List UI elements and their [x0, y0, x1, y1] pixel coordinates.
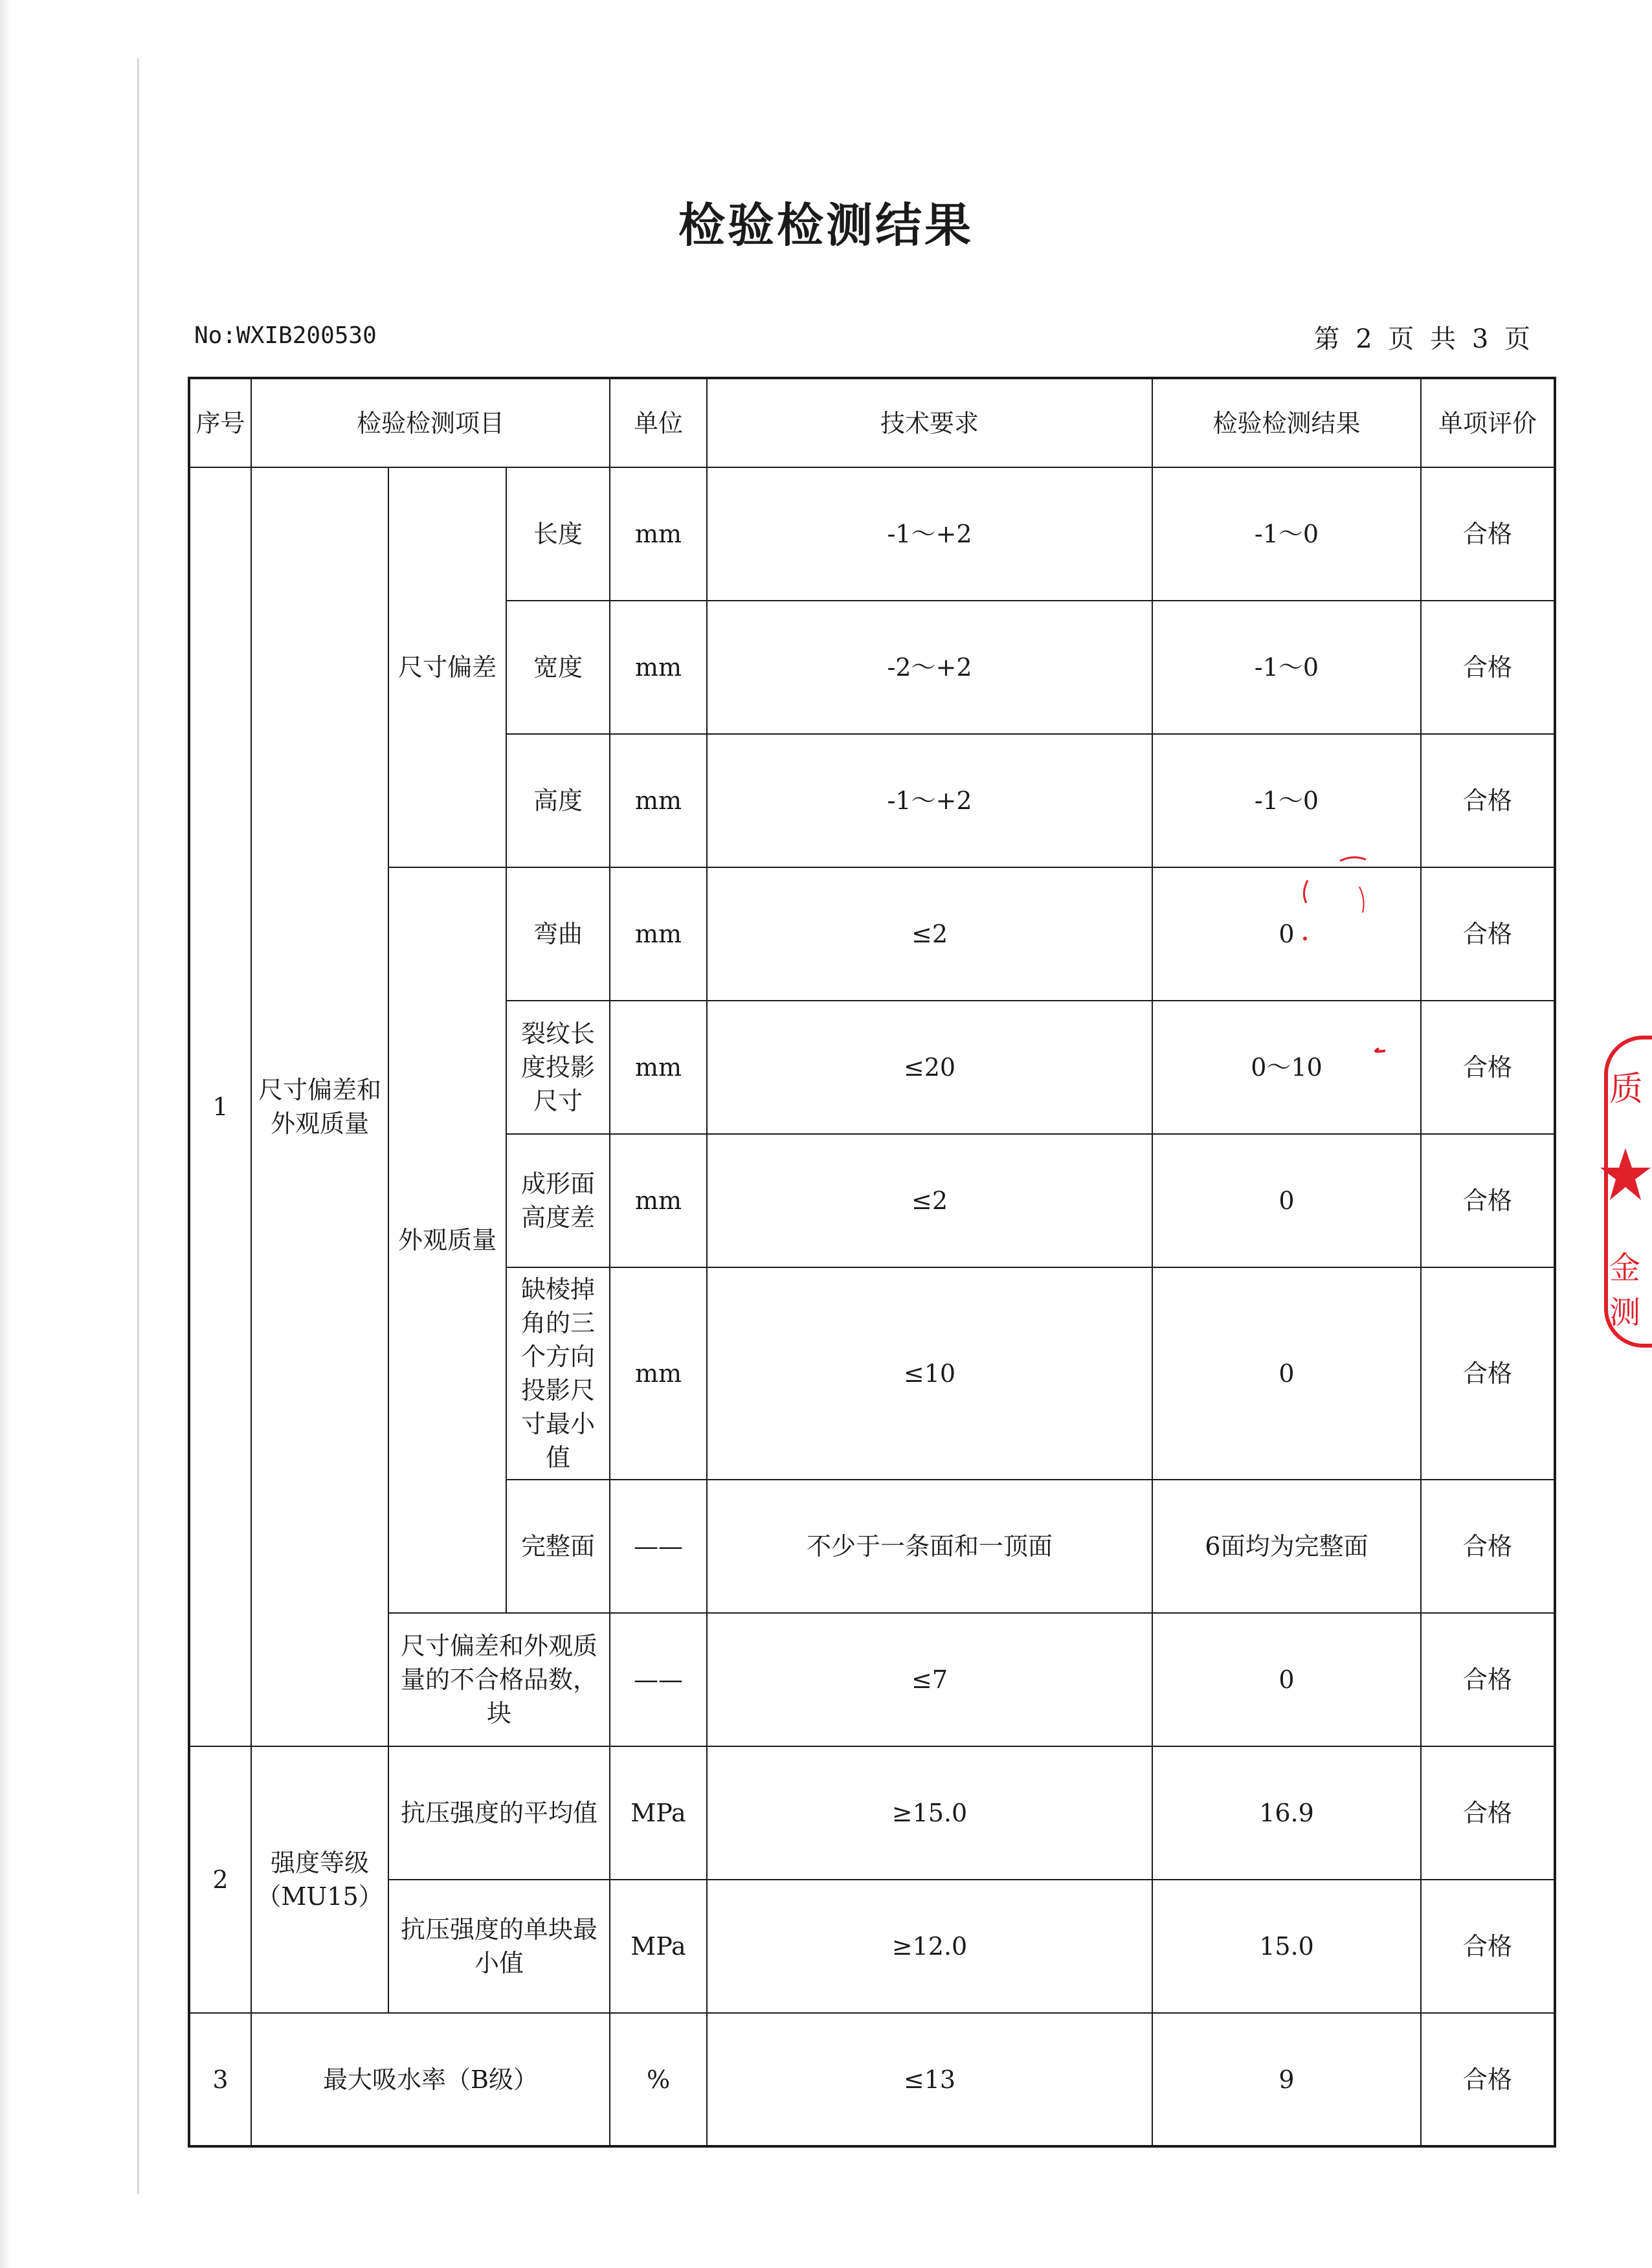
header-result: 检验检测结果: [1152, 378, 1421, 467]
item-result: -1～0: [1152, 467, 1421, 601]
item-result: 6面均为完整面: [1152, 1480, 1421, 1613]
report-number: No:WXIB200530: [194, 322, 377, 349]
item-name: 完整面: [506, 1480, 610, 1613]
section2-seq: 2: [189, 1746, 251, 2013]
item-evaluation: 合格: [1421, 1001, 1555, 1134]
item-result: 15.0: [1152, 1880, 1421, 2013]
seal-trace-marks: [1269, 841, 1385, 1087]
summary-item: 尺寸偏差和外观质量的不合格品数，块: [388, 1613, 610, 1746]
item-requirement: -2～+2: [707, 601, 1152, 734]
item-result: 0: [1152, 1267, 1421, 1480]
item-evaluation: 合格: [1421, 1480, 1555, 1613]
item-requirement: ≤10: [707, 1267, 1152, 1480]
scan-edge-shadow: [0, 0, 12, 2268]
item-evaluation: 合格: [1421, 1880, 1555, 2013]
item-requirement: ≤20: [707, 1001, 1152, 1134]
item-unit: mm: [610, 734, 707, 867]
table-row: [189, 1880, 1555, 2013]
section3-evaluation: 合格: [1421, 2013, 1555, 2146]
item-requirement: -1～+2: [707, 734, 1152, 867]
item-result: 16.9: [1152, 1746, 1421, 1880]
scan-fold-line: [137, 58, 139, 2194]
item-result: 0: [1152, 1134, 1421, 1267]
item-evaluation: 合格: [1421, 1267, 1555, 1480]
summary-evaluation: 合格: [1421, 1613, 1555, 1746]
item-unit: MPa: [610, 1880, 707, 2013]
page-indicator: 第 2 页 共 3 页: [1313, 324, 1530, 354]
item-unit: mm: [610, 467, 707, 601]
item-name: 高度: [506, 734, 610, 867]
item-requirement: ≥15.0: [707, 1746, 1152, 1880]
header-unit: 单位: [610, 378, 707, 467]
item-evaluation: 合格: [1421, 467, 1555, 601]
group-appearance: 外观质量: [388, 867, 506, 1613]
item-result: -1～0: [1152, 601, 1421, 734]
item-unit: mm: [610, 1001, 707, 1134]
item-unit: mm: [610, 867, 707, 1001]
header-row: [189, 378, 1555, 467]
table-row: [189, 1613, 1555, 1746]
group-dimension: 尺寸偏差: [388, 467, 506, 867]
item-evaluation: 合格: [1421, 1134, 1555, 1267]
item-name: 弯曲: [506, 867, 610, 1001]
seal-stamp-char-bottom: 金测: [1609, 1250, 1641, 1331]
item-requirement: ≤2: [707, 1134, 1152, 1267]
item-unit: mm: [610, 601, 707, 734]
section3-requirement: ≤13: [707, 2013, 1152, 2146]
section3-result: 9: [1152, 2013, 1421, 2146]
item-evaluation: 合格: [1421, 601, 1555, 734]
item-name: 缺棱掉角的三个方向投影尺寸最小值: [506, 1267, 610, 1480]
item-result: -1～0: [1152, 734, 1421, 867]
document-title: 检验检测结果: [678, 198, 974, 252]
item-evaluation: 合格: [1421, 1746, 1555, 1880]
section1-category: 尺寸偏差和外观质量: [251, 467, 388, 1746]
item-name: 成形面高度差: [506, 1134, 610, 1267]
inspection-results-table: [188, 377, 1556, 2148]
header-item: 检验检测项目: [251, 378, 610, 467]
header-requirement: 技术要求: [707, 378, 1152, 467]
item-unit: mm: [610, 1267, 707, 1480]
item-name: 抗压强度的平均值: [388, 1746, 610, 1880]
item-evaluation: 合格: [1421, 867, 1555, 1001]
item-name: 裂纹长度投影尺寸: [506, 1001, 610, 1134]
item-result: 0: [1152, 867, 1421, 1001]
item-unit: mm: [610, 1134, 707, 1267]
item-requirement: ≤2: [707, 867, 1152, 1001]
section3-unit: %: [610, 2013, 707, 2146]
summary-requirement: ≤7: [707, 1613, 1152, 1746]
item-evaluation: 合格: [1421, 734, 1555, 867]
section2-category: 强度等级（MU15）: [251, 1746, 388, 2013]
table-row: [189, 467, 1555, 601]
header-seq: 序号: [189, 378, 251, 467]
section1-seq: 1: [189, 467, 251, 1746]
section3-item: 最大吸水率（B级）: [251, 2013, 610, 2146]
seal-stamp-char-top: 质: [1609, 1070, 1644, 1109]
header-evaluation: 单项评价: [1421, 378, 1555, 467]
summary-result: 0: [1152, 1613, 1421, 1746]
table-row: [189, 2013, 1555, 2146]
item-result: 0～10: [1152, 1001, 1421, 1134]
table-row: [189, 1746, 1555, 1880]
section3-seq: 3: [189, 2013, 251, 2146]
item-unit: ——: [610, 1480, 707, 1613]
item-name: 宽度: [506, 601, 610, 734]
item-requirement: ≥12.0: [707, 1880, 1152, 2013]
item-unit: MPa: [610, 1746, 707, 1880]
item-name: 抗压强度的单块最小值: [388, 1880, 610, 2013]
item-requirement: 不少于一条面和一顶面: [707, 1480, 1152, 1613]
item-requirement: -1～+2: [707, 467, 1152, 601]
summary-unit: ——: [610, 1613, 707, 1746]
item-name: 长度: [506, 467, 610, 601]
seal-star-icon: [1599, 1146, 1652, 1204]
